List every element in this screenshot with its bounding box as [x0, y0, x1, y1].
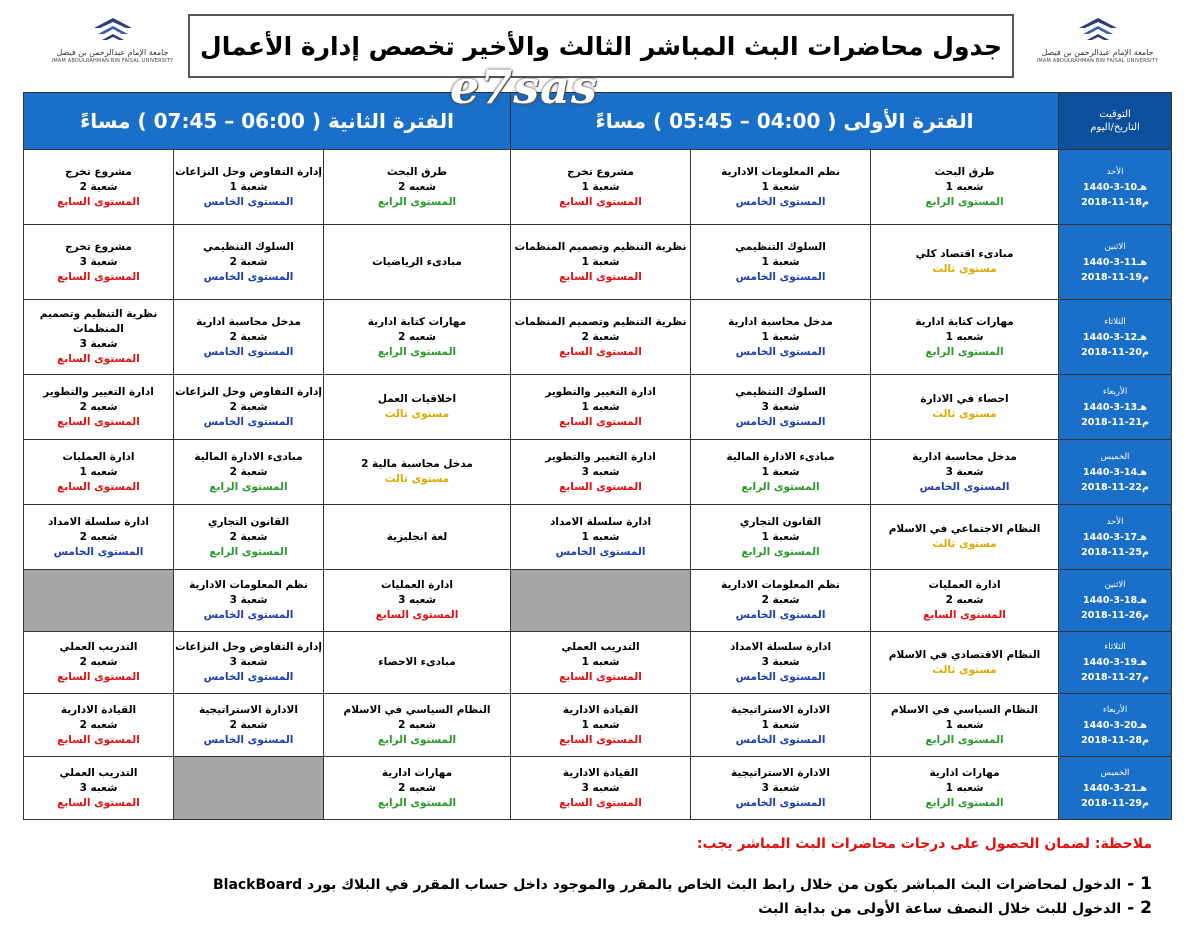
course-level: المستوى السابع [57, 671, 140, 683]
day-date-cell [1059, 632, 1172, 694]
course-level: المستوى الخامس [203, 195, 294, 208]
course-cell [324, 300, 511, 375]
course-name: النظام السياسي في الاسلام [891, 703, 1039, 716]
course-level: المستوى الخامس [735, 609, 826, 621]
course-section: شعبة 1 [761, 718, 800, 731]
course-name: مدخل محاسبة ادارية [728, 315, 833, 328]
hijri-date: 1440-3-17هـ [1083, 531, 1148, 543]
course-level: المستوى الخامس [735, 671, 826, 683]
course-level: المستوى الرابع [925, 796, 1004, 809]
course-level: المستوى الخامس [735, 733, 826, 746]
course-cell [324, 505, 511, 570]
course-name: القيادة الادارية [60, 703, 137, 716]
course-section: شعبة 2 [761, 594, 800, 606]
rule-number: 1 - [1127, 874, 1152, 894]
course-cell [511, 440, 691, 505]
course-name: الادارة الاستراتيجية [731, 766, 830, 779]
course-name: ادارة العمليات [928, 579, 1001, 591]
gregorian-date: 2018-11-25م [1081, 546, 1149, 558]
course-level: المستوى الخامس [919, 480, 1010, 493]
table-row [24, 632, 1172, 694]
course-level: المستوى الخامس [735, 415, 826, 428]
course-level: المستوى السابع [559, 671, 642, 683]
course-cell [174, 300, 324, 375]
course-section: شعبة 2 [229, 255, 268, 268]
course-section: شعبة 2 [229, 465, 268, 478]
course-level: المستوى الرابع [209, 480, 288, 493]
course-section: شعبة 3 [761, 400, 800, 413]
day-name: الثلاثاء [1104, 642, 1126, 652]
course-section: شعبة 1 [761, 180, 800, 193]
course-name: مبادىء الادارة المالية [726, 450, 835, 463]
course-level: المستوى الخامس [735, 195, 826, 208]
hijri-date: 1440-3-12هـ [1083, 331, 1148, 343]
course-level: المستوى الرابع [377, 195, 457, 208]
course-cell [324, 632, 511, 694]
course-cell [24, 375, 174, 440]
course-name: الادارة الاستراتيجية [731, 703, 830, 716]
watermark: e7sas [450, 60, 598, 114]
logo-english-name: IMAM ABDULRAHMAN BIN FAISAL UNIVERSITY [1036, 58, 1159, 64]
course-section: شعبة 1 [761, 255, 800, 268]
course-name: القانون التجاري [207, 515, 290, 528]
course-cell [871, 570, 1059, 632]
course-level: المستوى السابع [57, 480, 140, 493]
course-level: المستوى الرابع [209, 545, 288, 558]
course-name: مشروع تخرج [65, 240, 132, 253]
course-name: الادارة الاستراتيجية [199, 703, 298, 716]
day-date-cell [1059, 570, 1172, 632]
university-emblem-icon [90, 14, 136, 44]
course-name: ادارة التغيير والتطوير [545, 450, 656, 463]
period-1-header: الفترة الأولى ( 04:00 – 05:45 ) مساءً [511, 93, 1059, 150]
course-name: مشروع تخرج [567, 165, 634, 178]
course-level: المستوى الخامس [203, 415, 294, 428]
course-section: شعبه 1 [945, 781, 984, 794]
course-section: شعبه 2 [398, 718, 436, 731]
rule-text: الدخول للبث خلال النصف ساعة الأولى من بداية البث [758, 901, 1122, 917]
course-level: المستوى الخامس [203, 270, 294, 283]
course-cell [174, 632, 324, 694]
course-name: مدخل محاسبة ادارية [196, 315, 301, 328]
course-section: شعبة 1 [229, 180, 268, 193]
course-name: مهارات ادارية [929, 766, 1000, 779]
course-cell [511, 694, 691, 757]
course-name: مبادىء الرياضيات [372, 255, 462, 268]
course-name: لغة انجليزية [386, 530, 448, 543]
day-name: الخميس [1100, 767, 1130, 778]
course-level: المستوى الخامس [735, 796, 826, 809]
day-name: الثلاثاء [1104, 316, 1126, 327]
course-name: طرق البحث [387, 165, 447, 178]
course-name: ادارة سلسلة الامداد [729, 641, 832, 653]
course-name: اخلاقيات العمل [377, 393, 457, 405]
gregorian-date: 2018-11-26م [1081, 610, 1149, 621]
course-section: شعبه 2 [398, 180, 436, 193]
course-name: التدريب العملي [59, 641, 138, 653]
course-name: مبادىء اقتصاد كلي [915, 248, 1014, 260]
course-name: القيادة الادارية [562, 703, 639, 716]
course-level: مستوى ثالث [932, 538, 997, 550]
course-section: شعبة 3 [79, 338, 118, 350]
course-cell [174, 150, 324, 225]
university-emblem-icon [1075, 14, 1121, 44]
course-name: احصاء في الادارة [920, 393, 1009, 405]
course-level: المستوى الخامس [203, 733, 294, 746]
hijri-date: 1440-3-11هـ [1083, 256, 1148, 268]
course-section: شعبة 3 [761, 781, 800, 794]
page-title: جدول محاضرات البث المباشر الثالث والأخير تخصص إدارة الأعمال [188, 14, 1014, 78]
course-name: التدريب العملي [561, 641, 640, 653]
schedule-body [24, 150, 1172, 820]
course-name: السلوك التنظيمي [735, 240, 826, 253]
course-section: شعبه 1 [945, 330, 984, 343]
course-name: التدريب العملي [59, 766, 138, 779]
day-name: الأحد [1106, 166, 1124, 177]
rule-2 [758, 898, 1152, 918]
note-heading: ملاحظة: لضمان الحصول على درجات محاضرات البث المباشر يجب: [696, 836, 1152, 852]
rule-1 [213, 874, 1152, 894]
course-level: المستوى الرابع [377, 733, 457, 746]
day-date-cell [1059, 505, 1172, 570]
course-cell [24, 300, 174, 375]
course-cell [24, 225, 174, 300]
hijri-date: 1440-3-19هـ [1083, 657, 1148, 668]
time-label: التوقيت [1099, 109, 1131, 120]
course-cell [174, 225, 324, 300]
day-name: الاثنين [1104, 241, 1126, 252]
table-row [24, 150, 1172, 225]
course-level: المستوى السابع [559, 345, 642, 358]
course-cell [511, 150, 691, 225]
empty-slot-cell [24, 570, 174, 632]
day-date-cell [1059, 375, 1172, 440]
course-level: المستوى السابع [375, 609, 459, 621]
logo-english-name: IMAM ABDULRAHMAN BIN FAISAL UNIVERSITY [51, 58, 174, 64]
course-cell [691, 440, 871, 505]
course-section: شعبه 2 [79, 718, 118, 731]
course-level: المستوى الخامس [735, 270, 826, 283]
course-cell [511, 505, 691, 570]
hijri-date: 1440-3-13هـ [1083, 401, 1148, 413]
gregorian-date: 2018-11-27م [1081, 672, 1149, 683]
course-cell [871, 225, 1059, 300]
course-name: ادارة سلسلة الامداد [549, 515, 652, 528]
course-cell [511, 375, 691, 440]
course-section: شعبه 3 [79, 781, 118, 794]
course-name: السلوك التنظيمي [203, 240, 294, 253]
time-date-header [1059, 93, 1172, 150]
day-name: الخميس [1100, 451, 1130, 462]
course-cell [691, 757, 871, 820]
schedule-table [23, 92, 1172, 820]
course-cell [871, 375, 1059, 440]
course-name: ادارة التغيير والتطوير [43, 385, 154, 398]
course-cell [691, 225, 871, 300]
course-section: شعبه 1 [581, 400, 620, 413]
course-level: المستوى الخامس [735, 345, 826, 358]
course-name: مبادىء الاحصاء [378, 656, 456, 668]
course-section: شعبة 1 [581, 180, 620, 193]
course-cell [24, 757, 174, 820]
course-cell [24, 694, 174, 757]
course-level: مستوى ثالث [384, 408, 450, 420]
course-name: السلوك التنظيمي [735, 385, 826, 398]
course-level: المستوى السابع [57, 195, 140, 208]
course-cell [511, 300, 691, 375]
course-level: مستوى ثالث [384, 473, 450, 485]
day-name: الاثنين [1104, 580, 1126, 590]
course-cell [174, 440, 324, 505]
gregorian-date: 2018-11-29م [1081, 797, 1149, 809]
course-name: مهارات كتابة ادارية [367, 315, 467, 328]
hijri-date: 1440-3-10هـ [1083, 181, 1148, 193]
course-section: شعبة 1 [581, 255, 620, 268]
course-name: ادارة العمليات [62, 450, 135, 463]
course-section: شعبة 2 [229, 530, 268, 543]
course-level: المستوى السابع [923, 609, 1006, 621]
date-day-label: التاريخ/اليوم [1090, 122, 1140, 133]
course-name: النظام الاجتماعي في الاسلام [888, 523, 1041, 535]
day-date-cell [1059, 694, 1172, 757]
course-level: المستوى السابع [559, 480, 642, 493]
course-level: المستوى السابع [57, 353, 140, 365]
course-name: إدارة التفاوض وحل النزاعات [175, 165, 322, 178]
table-row [24, 757, 1172, 820]
course-cell [174, 505, 324, 570]
gregorian-date: 2018-11-20م [1081, 346, 1149, 358]
course-cell [871, 632, 1059, 694]
course-name: ادارة سلسلة الامداد [47, 515, 150, 528]
course-section: شعبة 2 [229, 718, 268, 731]
table-row [24, 694, 1172, 757]
course-section: شعبة 2 [79, 180, 118, 193]
course-cell [24, 150, 174, 225]
course-level: مستوى ثالث [932, 408, 997, 420]
day-date-cell [1059, 225, 1172, 300]
course-level: المستوى السابع [57, 733, 140, 746]
course-level: المستوى الرابع [741, 545, 820, 558]
course-section: شعبه 1 [945, 180, 984, 193]
course-section: شعبه 2 [79, 400, 118, 413]
course-name: القيادة الادارية [562, 766, 639, 779]
rule-text: الدخول لمحاضرات البث المباشر يكون من خلال رابط البث الخاص بالمقرر والموجود داخل حساب المقرر في البلاك بورد BlackBoard [212, 877, 1122, 893]
course-cell [324, 570, 511, 632]
course-name: مدخل محاسبة مالية 2 [361, 458, 473, 470]
table-row [24, 440, 1172, 505]
university-logo-left [40, 14, 185, 76]
course-name: نظرية التنظيم وتصميم المنظمات [514, 240, 687, 253]
course-name: إدارة التفاوض وحل النزاعات [175, 641, 322, 653]
hijri-date: 1440-3-18هـ [1083, 595, 1148, 606]
course-section: شعبة 3 [229, 656, 268, 668]
course-cell [511, 757, 691, 820]
course-level: المستوى الخامس [203, 671, 294, 683]
course-cell [174, 375, 324, 440]
course-level: المستوى الرابع [925, 733, 1004, 746]
course-cell [871, 505, 1059, 570]
table-row [24, 300, 1172, 375]
course-section: شعبه 3 [398, 594, 436, 606]
course-name: مهارات كتابة ادارية [915, 315, 1014, 328]
course-section: شعبه 1 [581, 656, 620, 668]
course-level: المستوى الرابع [925, 345, 1004, 358]
course-cell [174, 570, 324, 632]
gregorian-date: 2018-11-28م [1081, 734, 1149, 746]
course-section: شعبة 3 [79, 255, 118, 268]
course-cell [324, 150, 511, 225]
course-level: المستوى الرابع [377, 796, 457, 809]
course-section: شعبة 3 [229, 594, 268, 606]
gregorian-date: 2018-11-22م [1081, 481, 1149, 493]
course-cell [174, 694, 324, 757]
day-date-cell [1059, 440, 1172, 505]
course-name: مشروع تخرج [65, 165, 132, 178]
course-section: شعبة 1 [761, 465, 800, 478]
university-logo-right [1025, 14, 1170, 76]
course-name: نظم المعلومات الادارية [721, 165, 840, 178]
gregorian-date: 2018-11-21م [1081, 416, 1149, 428]
course-cell [871, 300, 1059, 375]
table-row [24, 570, 1172, 632]
course-level: المستوى السابع [559, 796, 642, 809]
hijri-date: 1440-3-20هـ [1083, 719, 1148, 731]
course-level: المستوى السابع [57, 270, 140, 283]
table-row [24, 225, 1172, 300]
day-name: الأربعاء [1102, 386, 1128, 397]
course-level: المستوى الخامس [53, 545, 144, 558]
day-name: الأحد [1106, 516, 1124, 527]
course-cell [324, 757, 511, 820]
course-name: إدارة التفاوض وحل النزاعات [175, 385, 322, 398]
course-cell [691, 150, 871, 225]
course-cell [511, 632, 691, 694]
hijri-date: 1440-3-14هـ [1083, 466, 1148, 478]
rule-number: 2 - [1127, 898, 1152, 918]
course-name: نظم المعلومات الادارية [189, 579, 308, 591]
course-cell [691, 300, 871, 375]
day-date-cell [1059, 757, 1172, 820]
course-section: شعبه 2 [79, 656, 118, 668]
course-name: نظم المعلومات الادارية [721, 579, 840, 591]
course-level: المستوى الخامس [203, 345, 294, 358]
logo-arabic-name: جامعة الإمام عبدالرحمن بن فيصل [1041, 48, 1154, 57]
empty-slot-cell [174, 757, 324, 820]
course-name: ادارة العمليات [380, 579, 454, 591]
course-name: مبادىء الادارة المالية [194, 450, 303, 463]
course-level: المستوى السابع [57, 415, 140, 428]
course-name: النظام السياسي في الاسلام [343, 703, 491, 716]
course-level: المستوى السابع [57, 796, 140, 809]
hijri-date: 1440-3-21هـ [1083, 782, 1148, 794]
course-section: شعبة 3 [945, 465, 984, 478]
course-level: مستوى ثالث [932, 263, 997, 275]
course-cell [691, 375, 871, 440]
course-section: شعبة 2 [581, 330, 620, 343]
course-section: شعبه 1 [79, 465, 118, 478]
course-level: المستوى السابع [559, 415, 642, 428]
course-cell [691, 570, 871, 632]
course-cell [691, 505, 871, 570]
course-section: شعبه 1 [581, 718, 620, 731]
course-section: شعبة 2 [229, 400, 268, 413]
course-section: شعبه 1 [945, 718, 984, 731]
course-cell [324, 225, 511, 300]
course-name: القانون التجاري [739, 515, 822, 528]
gregorian-date: 2018-11-18م [1081, 196, 1149, 208]
course-level: المستوى الخامس [203, 609, 294, 621]
course-name: ادارة التغيير والتطوير [545, 385, 656, 398]
day-date-cell [1059, 150, 1172, 225]
course-name: طرق البحث [934, 165, 995, 178]
course-cell [871, 150, 1059, 225]
logo-arabic-name: جامعة الإمام عبدالرحمن بن فيصل [56, 48, 169, 57]
course-section: شعبة 1 [761, 530, 800, 543]
gregorian-date: 2018-11-19م [1081, 271, 1149, 283]
course-cell [24, 440, 174, 505]
table-row [24, 505, 1172, 570]
course-section: شعبه 3 [581, 465, 620, 478]
period-2-header: الفترة الثانية ( 06:00 – 07:45 ) مساءً [24, 93, 511, 150]
course-level: المستوى السابع [559, 733, 642, 746]
course-section: شعبه 2 [398, 330, 436, 343]
course-name: نظرية التنظيم وتصميم المنظمات [514, 315, 687, 328]
course-cell [691, 632, 871, 694]
course-name: النظام الاقتصادي في الاسلام [888, 648, 1041, 661]
course-level: المستوى الخامس [555, 545, 646, 558]
course-cell [691, 694, 871, 757]
course-section: شعبه 1 [581, 530, 620, 543]
empty-slot-cell [511, 570, 691, 632]
course-section: شعبة 3 [761, 656, 800, 668]
course-level: المستوى الرابع [925, 195, 1004, 208]
course-cell [324, 440, 511, 505]
course-level: مستوى ثالث [932, 663, 997, 676]
course-cell [871, 757, 1059, 820]
course-section: شعبة 1 [761, 330, 800, 343]
course-name: نظرية التنظيم وتصميم المنظمات [39, 308, 158, 335]
course-level: المستوى الرابع [741, 480, 820, 493]
course-section: شعبه 2 [945, 594, 984, 606]
course-cell [24, 632, 174, 694]
course-section: شعبه 3 [581, 781, 620, 794]
course-level: المستوى السابع [559, 270, 642, 283]
course-level: المستوى السابع [559, 195, 642, 208]
course-cell [871, 440, 1059, 505]
table-row [24, 375, 1172, 440]
course-cell [324, 375, 511, 440]
day-date-cell [1059, 300, 1172, 375]
course-name: مدخل محاسبة ادارية [912, 450, 1017, 463]
course-section: شعبه 2 [398, 781, 436, 794]
course-level: المستوى الرابع [377, 345, 457, 358]
day-name: الأربعاء [1102, 704, 1128, 715]
course-cell [324, 694, 511, 757]
course-cell [24, 505, 174, 570]
course-cell [511, 225, 691, 300]
course-name: مهارات ادارية [381, 766, 453, 779]
course-cell [871, 694, 1059, 757]
course-section: شعبه 2 [79, 530, 118, 543]
course-section: شعبة 2 [229, 330, 268, 343]
